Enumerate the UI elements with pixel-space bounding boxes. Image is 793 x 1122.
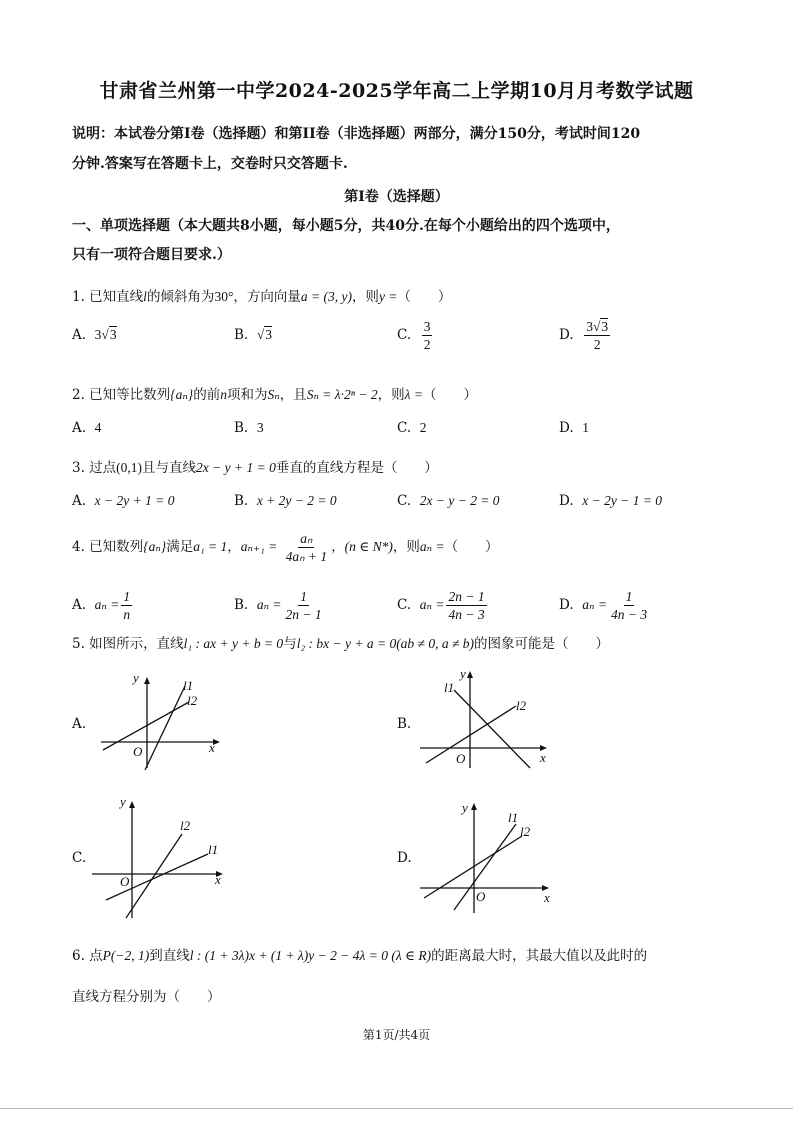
q2-option-a	[72, 420, 101, 436]
q2-text-5: ，则	[377, 387, 405, 403]
q2-equation: Sₙ = λ·2ⁿ − 2	[306, 387, 378, 402]
l2-label: l2	[520, 824, 531, 839]
q5-option-c-label: C.	[72, 850, 87, 866]
question-1	[72, 285, 451, 305]
option-value: 2x − y − 2 = 0	[419, 493, 500, 508]
option-lhs: aₙ =	[94, 597, 120, 612]
q5-text: 5. 如图所示，直线	[72, 636, 184, 652]
fraction	[609, 588, 649, 623]
option-coef: 3	[94, 327, 102, 342]
q2-answer-blank: （ ）	[422, 387, 477, 403]
q4-option-c	[397, 588, 489, 623]
page-footer: 第1页/共4页	[362, 1028, 431, 1042]
q6-point: P(−2, 1)	[102, 948, 150, 963]
q1-option-c	[397, 318, 434, 353]
question-6-line-2: 直线方程分别为（ ）	[72, 989, 221, 1005]
q1-unknown: y =	[378, 289, 398, 304]
option-label: A.	[72, 327, 87, 343]
option-label: D.	[559, 493, 574, 509]
option-value: 3	[256, 420, 264, 435]
option-value: 2	[419, 420, 427, 435]
q5-text-3: 的图象可能是（ ）	[474, 636, 610, 652]
l1-label: l1	[508, 810, 519, 825]
q2-n: n	[220, 387, 227, 402]
q5-graph-d	[418, 798, 558, 918]
q3-text-2: 且与直线	[142, 460, 197, 476]
q1-text: 1. 已知直线	[72, 289, 144, 305]
origin-label: O	[133, 744, 143, 759]
option-label: D.	[559, 597, 574, 613]
l1-label: l1	[208, 842, 219, 857]
q2-sequence: {aₙ}	[170, 387, 194, 402]
instructions-line-1: 说明：本试卷分第I卷（选择题）和第II卷（非选择题）两部分，满分150分，考试时间120	[72, 126, 641, 142]
q1-angle: 30°	[214, 289, 234, 304]
question-3	[72, 456, 438, 476]
q4-text-2: 满足	[166, 539, 194, 555]
option-label: C.	[397, 597, 412, 613]
q3-text-3: 垂直的直线方程是（ ）	[275, 460, 438, 476]
option-value: x − 2y + 1 = 0	[94, 493, 175, 508]
page-bottom-border	[0, 1108, 793, 1109]
q4-comma: ，	[227, 539, 241, 555]
numerator: 1	[300, 589, 307, 604]
fraction	[284, 588, 324, 623]
denominator: n	[123, 607, 131, 622]
x-axis-label: x	[215, 872, 221, 887]
q1-line-symbol: l	[143, 289, 147, 304]
option-label: B.	[234, 597, 249, 613]
q2-text-3: 项和为	[226, 387, 268, 403]
option-value: x + 2y − 2 = 0	[256, 493, 337, 508]
q5-graph-a	[95, 672, 225, 772]
q2-option-d	[559, 420, 589, 436]
option-label: D.	[559, 420, 574, 436]
q3-point: (0,1)	[116, 460, 143, 475]
q4-text: 4. 已知数列	[72, 539, 144, 555]
q4-recurrence-fraction	[284, 530, 330, 565]
origin-label: O	[456, 751, 466, 766]
q6-text-3: 的距离最大时，其最大值以及此时的	[431, 948, 648, 964]
fraction	[584, 318, 610, 353]
q4-option-d	[559, 588, 651, 623]
q6-text: 6. 点	[72, 948, 103, 964]
q5-option-a-label: A.	[72, 716, 87, 732]
q1-text-4: ，则	[351, 289, 379, 305]
origin-label: O	[476, 889, 486, 904]
option-label: B.	[234, 493, 249, 509]
q1-vector: a = (3, y)	[300, 289, 352, 304]
q5-line-2: l₂ : bx − y + a = 0(ab ≠ 0, a ≠ b)	[296, 636, 475, 651]
q5-line-1: l₁ : ax + y + b = 0	[183, 636, 284, 651]
instructions-line-2: 分钟.答案写在答题卡上，交卷时只交答题卡.	[72, 156, 348, 172]
q4-option-b	[234, 588, 326, 623]
line-l2	[426, 706, 516, 763]
q4-condition: ，(n ∈ N*)	[331, 539, 393, 554]
l1-label: l1	[183, 678, 194, 693]
fraction	[121, 588, 132, 623]
numerator: 1	[123, 589, 131, 604]
q1-text-3: ，方向向量	[233, 289, 301, 305]
option-label: A.	[72, 420, 87, 436]
y-axis-arrow	[144, 677, 150, 684]
q3-line: 2x − y + 1 = 0	[196, 460, 276, 475]
fraction	[422, 318, 433, 353]
origin-label: O	[120, 874, 130, 889]
option-radicand: 3	[109, 327, 117, 342]
option-value: 4	[94, 420, 102, 435]
y-axis-label: y	[133, 670, 139, 685]
q4-answer-blank: （ ）	[444, 539, 499, 555]
q3-option-c	[397, 493, 500, 509]
numerator-coef: 3	[586, 319, 593, 334]
denominator: 2	[423, 337, 431, 352]
fraction	[446, 588, 486, 623]
q2-lambda: λ =	[404, 387, 423, 402]
option-radicand: 3	[265, 327, 272, 342]
l2-label: l2	[180, 818, 191, 833]
q2-option-b	[234, 420, 264, 436]
question-5	[72, 632, 609, 652]
l1-label: l1	[444, 680, 455, 695]
line-l2	[126, 834, 182, 918]
y-axis-label: y	[462, 800, 468, 815]
line-l2	[424, 836, 522, 898]
q5-graph-b	[418, 668, 558, 768]
q5-graph-c	[90, 796, 230, 921]
q3-option-a	[72, 493, 174, 509]
q2-text: 2. 已知等比数列	[72, 387, 171, 403]
option-lhs: aₙ =	[582, 597, 607, 612]
y-axis-arrow	[467, 671, 473, 678]
numerator: 3	[423, 319, 431, 334]
q1-option-a: A. 3√3	[72, 327, 117, 343]
numerator: 3√3	[586, 319, 609, 334]
denominator: 2	[593, 337, 601, 352]
l2-label: l2	[516, 698, 527, 713]
q6-line: l : (1 + 3λ)x + (1 + λ)y − 2 − 4λ = 0 (λ ∈ R)	[189, 948, 432, 963]
y-axis-label: y	[460, 666, 466, 681]
x-axis-label: x	[540, 750, 546, 765]
denominator: 4n − 3	[448, 607, 485, 622]
q4-unknown: aₙ =	[419, 539, 445, 554]
numerator: 1	[625, 589, 633, 604]
q4-sequence: {aₙ}	[143, 539, 167, 554]
option-label: B.	[234, 420, 249, 436]
q3-option-d	[559, 493, 662, 509]
numerator-radicand: 3	[601, 319, 609, 334]
section-title: 第I卷（选择题）	[344, 189, 449, 205]
question-2	[72, 383, 477, 403]
question-4	[72, 530, 499, 565]
option-value: x − 2y − 1 = 0	[582, 493, 663, 508]
q5-text-2: 与	[283, 636, 297, 652]
part-heading-line-1: 一、单项选择题（本大题共8小题，每小题5分，共40分.在每个小题给出的四个选项中，	[72, 218, 620, 234]
option-label: C.	[397, 493, 412, 509]
q2-option-c	[397, 420, 426, 436]
q1-answer-blank: （ ）	[397, 289, 452, 305]
q4-initial: a₁ = 1	[193, 539, 228, 554]
numerator: 2n − 1	[448, 589, 485, 604]
page-title: 甘肃省兰州第一中学2024-2025学年高二上学期10月月考数学试题	[99, 80, 694, 102]
option-lhs: aₙ =	[419, 597, 445, 612]
denominator: 4aₙ + 1	[285, 549, 328, 564]
q3-option-b	[234, 493, 337, 509]
option-label: A.	[72, 597, 87, 613]
y-axis-label: y	[120, 794, 126, 809]
q5-option-b-label: B.	[397, 716, 412, 732]
q4-option-a	[72, 588, 134, 623]
option-label: C.	[397, 420, 412, 436]
q1-option-d	[559, 318, 612, 353]
numerator: aₙ	[300, 531, 313, 546]
q4-text-3: ，则	[392, 539, 420, 555]
line-l1	[145, 686, 185, 770]
question-6	[72, 944, 647, 964]
q1-option-b: B. √3	[234, 327, 272, 343]
option-label: C.	[397, 327, 412, 343]
option-label: B.	[234, 327, 249, 343]
q2-sn: Sₙ	[267, 387, 280, 402]
option-value: 1	[582, 420, 589, 435]
part-heading-line-2: 只有一项符合题目要求.）	[72, 247, 231, 263]
x-axis-label: x	[544, 890, 550, 905]
y-axis-arrow	[471, 803, 477, 810]
option-label: A.	[72, 493, 87, 509]
line-l2	[103, 702, 189, 750]
q4-recurrence-lhs: aₙ₊₁ =	[240, 539, 278, 554]
q2-text-4: ，且	[279, 387, 307, 403]
l2-label: l2	[187, 693, 198, 708]
q6-text-2: 到直线	[149, 948, 190, 964]
y-axis-arrow	[129, 801, 135, 808]
denominator: 4n − 3	[610, 607, 648, 622]
q3-text: 3. 过点	[72, 460, 117, 476]
q5-option-d-label: D.	[397, 850, 412, 866]
denominator: 2n − 1	[285, 607, 322, 622]
option-lhs: aₙ =	[256, 597, 282, 612]
x-axis-label: x	[209, 740, 215, 755]
q2-text-2: 的前	[193, 387, 221, 403]
option-label: D.	[559, 327, 574, 343]
q1-text-2: 的倾斜角为	[146, 289, 215, 305]
